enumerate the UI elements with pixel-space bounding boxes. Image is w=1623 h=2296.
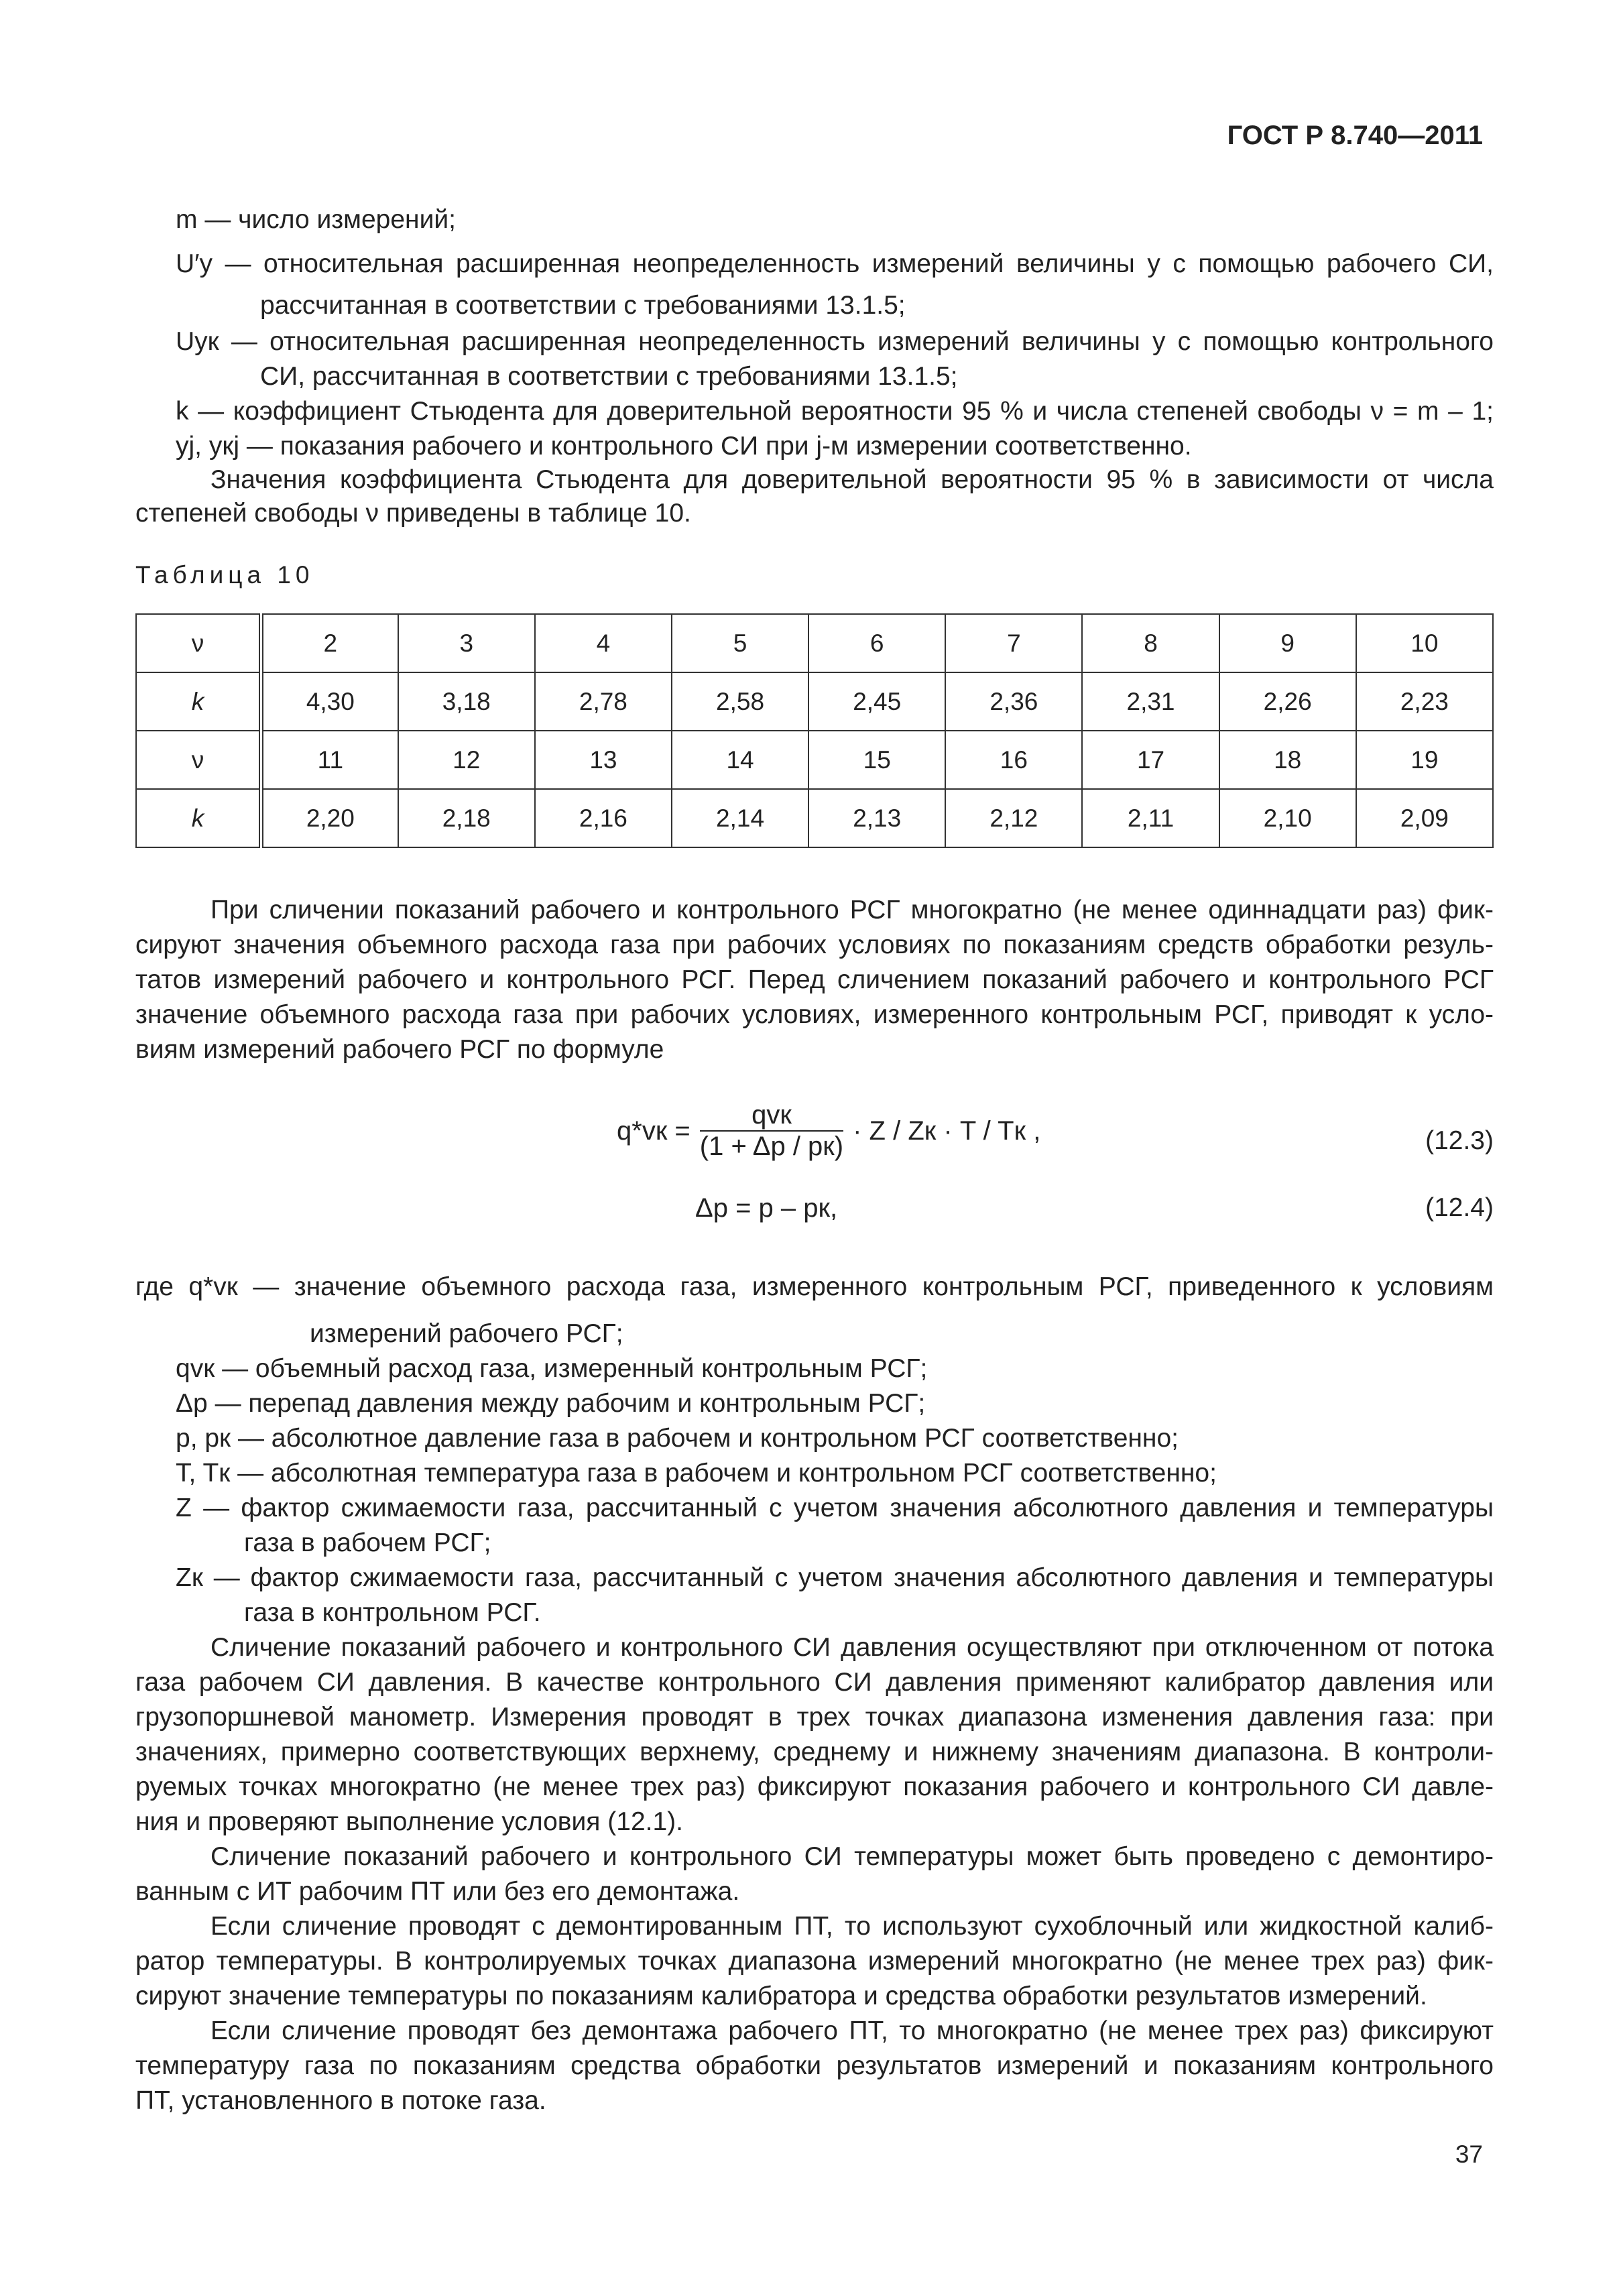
table-row-header: k — [136, 789, 261, 847]
page-number: 37 — [1455, 2140, 1483, 2168]
paragraph-line: значение объемного расхода газа при рабочих условиях, измеренного контрольным РСГ, приводят к усло- — [135, 1000, 1494, 1029]
table-row — [136, 789, 1493, 847]
paragraph-line: степеней свободы ν приведены в таблице 10. — [135, 499, 691, 528]
paragraph-line: температуру газа по показаниям средства обработки результатов измерений и показаниям контрольного — [135, 2051, 1494, 2080]
table-cell: 14 — [672, 731, 808, 789]
paragraph-line: значениях, примерно соответствующих верхнему, среднему и нижнему значениям диапазона. В контроли- — [135, 1738, 1494, 1766]
formula-number: (12.4) — [1425, 1193, 1494, 1222]
formula-12-3 — [617, 1081, 1040, 1181]
table-cell: 2,31 — [1082, 672, 1219, 731]
legend-line: СИ, рассчитанная в соответствии с требованиями 13.1.5; — [260, 362, 958, 391]
legend-line: рассчитанная в соответствии с требованиями 13.1.5; — [260, 291, 906, 320]
table-cell: 2,09 — [1356, 789, 1493, 847]
table-cell: 8 — [1082, 614, 1219, 672]
paragraph-line: виям измерений рабочего РСГ по формуле — [135, 1035, 664, 1064]
paragraph-line: грузопоршневой манометр. Измерения проводят в трех точках диапазона изменения давления газа: при — [135, 1703, 1494, 1732]
formula-fraction — [700, 1100, 843, 1162]
table-cell: 2,36 — [945, 672, 1082, 731]
paragraph-line: Сличение показаний рабочего и контрольного СИ температуры может быть проведено с демонтиро- — [211, 1842, 1494, 1871]
paragraph-line: ратор температуры. В контролируемых точках диапазона измерений многократно (не менее трех раз) фик- — [135, 1947, 1494, 1976]
table-row-header: ν — [136, 614, 261, 672]
legend-line: yj, yкj — показания рабочего и контрольного СИ при j-м измерении соответственно. — [176, 432, 1192, 461]
table-caption: Таблица 10 — [135, 561, 314, 589]
paragraph-line: ния и проверяют выполнение условия (12.1). — [135, 1807, 683, 1836]
formula-numerator: qvк — [700, 1100, 843, 1132]
formula-12-4: Δp = p – pк, — [695, 1193, 838, 1223]
table-cell: 17 — [1082, 731, 1219, 789]
legend-line: U′y — относительная расширенная неопределенность измерений величины y с помощью рабочего СИ, — [176, 249, 1494, 278]
table-row — [136, 731, 1493, 789]
table-cell: 13 — [535, 731, 672, 789]
table-cell: 18 — [1219, 731, 1356, 789]
table-cell: 2,26 — [1219, 672, 1356, 731]
table-cell: 2,23 — [1356, 672, 1493, 731]
table-cell: 2,45 — [808, 672, 945, 731]
table-cell: 15 — [808, 731, 945, 789]
table-cell: 16 — [945, 731, 1082, 789]
table-cell: 4,30 — [261, 672, 398, 731]
table-cell: 2,10 — [1219, 789, 1356, 847]
table-cell: 2,13 — [808, 789, 945, 847]
legend-line: газа в рабочем РСГ; — [244, 1528, 491, 1557]
table-cell: 2,18 — [398, 789, 535, 847]
paragraph-line: При сличении показаний рабочего и контрольного РСГ многократно (не менее одиннадцати раз) фик- — [211, 896, 1494, 924]
paragraph-line: Если сличение проводят с демонтированным ПТ, то используют сухоблочный или жидкостной калиб- — [211, 1912, 1494, 1941]
paragraph-line: ПТ, установленного в потоке газа. — [135, 2086, 546, 2115]
formula-factors: · Z / Zк · T / Tк , — [853, 1115, 1041, 1146]
legend-line: m — число измерений; — [176, 205, 456, 234]
table-cell: 11 — [261, 731, 398, 789]
table-cell: 2,20 — [261, 789, 398, 847]
legend-line: Zк — фактор сжимаемости газа, рассчитанный с учетом значения абсолютного давления и температуры — [176, 1563, 1494, 1592]
legend-line: T, Tк — абсолютная температура газа в рабочем и контрольном РСГ соответственно; — [176, 1459, 1217, 1488]
table-cell: 2,58 — [672, 672, 808, 731]
paragraph-line: газа рабочем СИ давления. В качестве контрольного СИ давления применяют калибратор давления или — [135, 1668, 1494, 1697]
table-cell: 9 — [1219, 614, 1356, 672]
table-cell: 2,16 — [535, 789, 672, 847]
table-row — [136, 672, 1493, 731]
table-cell: 2,14 — [672, 789, 808, 847]
table-cell: 7 — [945, 614, 1082, 672]
table-row-header: ν — [136, 731, 261, 789]
table-cell: 12 — [398, 731, 535, 789]
table-cell: 5 — [672, 614, 808, 672]
paragraph-line: сируют значение температуры по показаниям калибратора и средства обработки результатов измерений. — [135, 1982, 1427, 2010]
student-table — [135, 613, 1494, 848]
paragraph-line: сируют значения объемного расхода газа при рабочих условиях по показаниям средств обработки резуль- — [135, 930, 1494, 959]
legend-line: газа в контрольном РСГ. — [244, 1598, 541, 1627]
table-cell: 2,12 — [945, 789, 1082, 847]
table-row — [136, 614, 1493, 672]
table-cell: 4 — [535, 614, 672, 672]
legend-line: p, pк — абсолютное давление газа в рабочем и контрольном РСГ соответственно; — [176, 1424, 1179, 1453]
legend-line: Z — фактор сжимаемости газа, рассчитанный с учетом значения абсолютного давления и температуры — [176, 1494, 1494, 1522]
table-cell: 2 — [261, 614, 398, 672]
paragraph-line: руемых точках многократно (не менее трех раз) фиксируют показания рабочего и контрольного СИ давле- — [135, 1772, 1494, 1801]
paragraph-line: Сличение показаний рабочего и контрольного СИ давления осуществляют при отключенном от потока — [211, 1633, 1494, 1662]
paragraph-line: татов измерений рабочего и контрольного РСГ. Перед сличением показаний рабочего и контрольного РСГ — [135, 965, 1494, 994]
legend-line: k — коэффициент Стьюдента для доверительной вероятности 95 % и числа степеней свободы ν = m – 1; — [176, 397, 1494, 426]
legend-line: где q*vк — значение объемного расхода газа, измеренного контрольным РСГ, приведенного к условиям — [135, 1272, 1494, 1301]
table-cell: 10 — [1356, 614, 1493, 672]
formula-denominator: (1 + Δp / pк) — [699, 1132, 844, 1161]
table-cell: 3,18 — [398, 672, 535, 731]
legend-line: qvк — объемный расход газа, измеренный контрольным РСГ; — [176, 1354, 928, 1383]
table-cell: 19 — [1356, 731, 1493, 789]
paragraph-line: Если сличение проводят без демонтажа рабочего ПТ, то многократно (не менее трех раз) фиксируют — [211, 2016, 1494, 2045]
table-cell: 3 — [398, 614, 535, 672]
document-header: ГОСТ Р 8.740—2011 — [1227, 121, 1483, 150]
table-row-header: k — [136, 672, 261, 731]
legend-line: Uyк — относительная расширенная неопределенность измерений величины y с помощью контрольного — [176, 327, 1494, 356]
paragraph-line: ванным с ИТ рабочим ПТ или без его демонтажа. — [135, 1877, 740, 1906]
formula-lhs: q*vк = — [617, 1115, 690, 1146]
table-cell: 2,78 — [535, 672, 672, 731]
legend-line: измерений рабочего РСГ; — [310, 1319, 623, 1348]
table-cell: 2,11 — [1082, 789, 1219, 847]
paragraph-line: Значения коэффициента Стьюдента для доверительной вероятности 95 % в зависимости от числа — [211, 465, 1494, 494]
legend-line: Δp — перепад давления между рабочим и контрольным РСГ; — [176, 1389, 926, 1418]
formula-number: (12.3) — [1425, 1126, 1494, 1155]
table-cell: 6 — [808, 614, 945, 672]
